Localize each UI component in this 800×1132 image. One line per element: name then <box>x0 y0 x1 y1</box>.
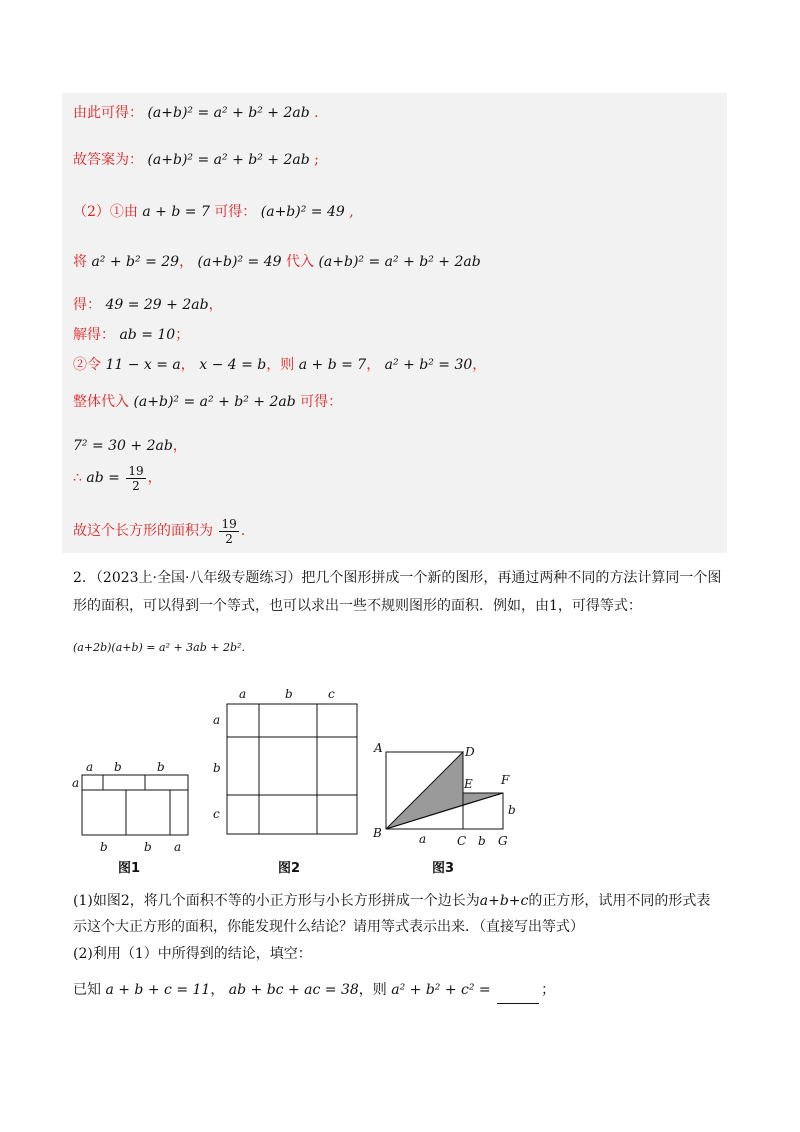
fig2-left-label: a <box>213 713 221 727</box>
question-2-given: 已知 a + b + c = 11， ab + bc + ac = 38，则 a² + b² + c² = ； <box>73 976 555 1004</box>
figures-svg <box>60 680 580 870</box>
fig3-point-F: F <box>501 773 510 787</box>
solution-line-7: ②令 11 − x = a， x − 4 = b，则 a + b = 7， a² + b² = 30， <box>73 357 487 373</box>
fig1-top-label: b <box>114 760 122 774</box>
solution-line-3: （2）①由 a + b = 7 可得： (a+b)² = 49 , <box>73 204 354 220</box>
fig3-point-D: D <box>465 745 475 759</box>
fig1-bottom-label: a <box>174 840 182 854</box>
solution-line-10: ∴ ab = $\frac{19}{2}$ ， <box>73 463 162 493</box>
fig2-left-label: c <box>213 807 220 821</box>
fig1-top-label: b <box>157 760 165 774</box>
fig1-top-label: a <box>86 760 94 774</box>
question-1-line-2: 示这个大正方形的面积，你能发现什么结论？请用等式表示出来．（直接写出等式） <box>73 919 584 935</box>
fig3-segment-label: b <box>478 834 486 848</box>
solution-line-1: 由此可得： (a+b)² = a² + b² + 2ab . <box>73 105 319 121</box>
fig3-point-B: B <box>373 826 382 840</box>
question-1-line-1: (1)如图2，将几个面积不等的小正方形与小长方形拼成一个边长为a+b+c的正方形，试用不同的形式表 <box>73 893 711 909</box>
solution-line-6: 解得： ab = 10； <box>73 327 190 343</box>
solution-line-9: 7² = 30 + 2ab， <box>73 438 187 454</box>
fraction: $\frac{19}{2}$ <box>221 516 237 546</box>
fig1-bottom-label: b <box>100 840 108 854</box>
solution-line-8: 整体代入 (a+b)² = a² + b² + 2ab 可得： <box>73 394 343 410</box>
solution-line-2: 故答案为： (a+b)² = a² + b² + 2ab ; <box>73 152 319 168</box>
fig3-point-G: G <box>498 834 508 848</box>
figure-3 <box>372 741 516 848</box>
figure-1-caption: 图1 <box>118 861 141 876</box>
question-2: (2)利用（1）中所得到的结论，填空： <box>73 946 312 962</box>
example-equation: (a+2b)(a+b) = a² + 3ab + 2b². <box>73 641 245 654</box>
problem-paragraph-line-1: 2．（2023上·全国·八年级专题练习）把几个图形拼成一个新的图形，再通过两种不同的方法计算同一个图 <box>73 570 722 586</box>
figure-1 <box>72 760 188 854</box>
fig3-segment-label: a <box>419 832 427 846</box>
solution-line-11: 故这个长方形的面积为 $\frac{19}{2}$ . <box>73 516 246 546</box>
fig2-top-label: a <box>239 687 247 701</box>
fig1-left-label: a <box>72 776 80 790</box>
figure-2-caption: 图2 <box>278 861 301 876</box>
solution-line-5: 得： 49 = 29 + 2ab， <box>73 297 223 313</box>
problem-paragraph-line-2: 形的面积，可以得到一个等式，也可以求出一些不规则图形的面积．例如，由1，可得等式： <box>73 598 642 614</box>
solution-line-4: 将 a² + b² = 29， (a+b)² = 49 代入 (a+b)² = a² + b² + 2ab <box>73 254 481 270</box>
fig2-top-label: c <box>328 687 335 701</box>
fig3-point-C: C <box>457 834 467 848</box>
fig1-bottom-label: b <box>144 840 152 854</box>
figure-3-caption: 图3 <box>432 861 455 876</box>
fig3-segment-label: b <box>508 803 516 817</box>
fig2-top-label: b <box>285 687 293 701</box>
answer-blank[interactable] <box>497 989 539 1004</box>
fraction: $\frac{19}{2}$ <box>128 463 144 493</box>
figure-2 <box>213 687 357 834</box>
fig3-point-E: E <box>464 777 473 791</box>
fig2-left-label: b <box>213 761 221 775</box>
fig3-point-A: A <box>374 741 383 755</box>
